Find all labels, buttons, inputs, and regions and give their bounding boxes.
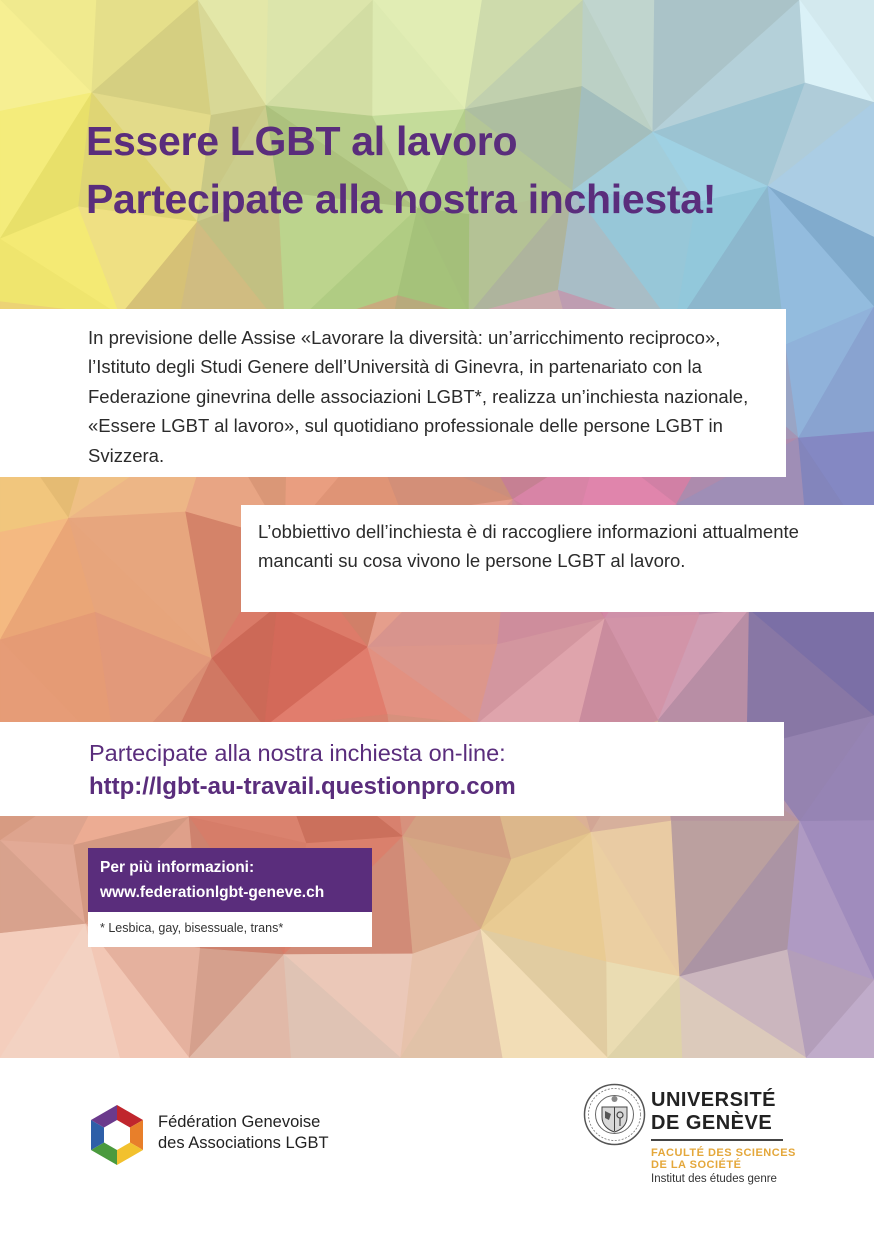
university-seal-icon xyxy=(583,1083,646,1146)
faculty-name-line-1: FACULTÉ DES SCIENCES xyxy=(651,1146,796,1159)
footnote: * Lesbica, gay, bisessuale, trans* xyxy=(88,912,372,947)
intro-panel xyxy=(0,309,786,477)
faculty-name-line-2: DE LA SOCIÉTÉ xyxy=(651,1159,742,1171)
federation-name-line-1: Fédération Genevoise xyxy=(158,1113,321,1131)
survey-panel xyxy=(0,722,784,816)
university-name-line-1: UNIVERSITÉ xyxy=(651,1089,777,1111)
title-line-1: Essere LGBT al lavoro xyxy=(86,118,518,164)
university-name-line-2: DE GENÈVE xyxy=(651,1112,773,1134)
info-label: Per più informazioni: xyxy=(100,859,255,876)
title-line-2: Partecipate alla nostra inchiesta! xyxy=(86,176,717,222)
info-box xyxy=(88,848,372,912)
intro-text: In previsione delle Assise «Lavorare la diversità: un’arricchimento reciproco», l’Istituto degli Studi Genere dell’Università di Ginevra, in partenariato con la Federazione ginevrina delle associazioni LGBT*, realizza un’inchiesta nazionale, «Essere LGBT al lavoro», sul quotidiano professionale delle persone LGBT in Svizzera. xyxy=(88,327,749,466)
goal-panel xyxy=(241,505,874,612)
university-divider xyxy=(651,1139,783,1141)
goal-text: L’obbiettivo dell’inchiesta è di raccogliere informazioni attualmente mancanti su cosa vivono le persone LGBT al lavoro. xyxy=(258,521,799,572)
info-website-link[interactable]: www.federationlgbt-geneve.ch xyxy=(100,884,325,901)
federation-name xyxy=(158,1112,329,1154)
survey-call: Partecipate alla nostra inchiesta on-line: xyxy=(89,740,506,766)
university-name xyxy=(651,1089,796,1135)
university-block xyxy=(651,1089,796,1187)
survey-link[interactable]: http://lgbt-au-travail.questionpro.com xyxy=(89,773,516,800)
institute-name: Institut des études genre xyxy=(651,1172,777,1185)
hexagon-rainbow-logo-icon xyxy=(86,1104,148,1166)
page-title xyxy=(86,112,716,228)
federation-name-line-2: des Associations LGBT xyxy=(158,1134,329,1152)
faculty-name xyxy=(651,1147,796,1172)
